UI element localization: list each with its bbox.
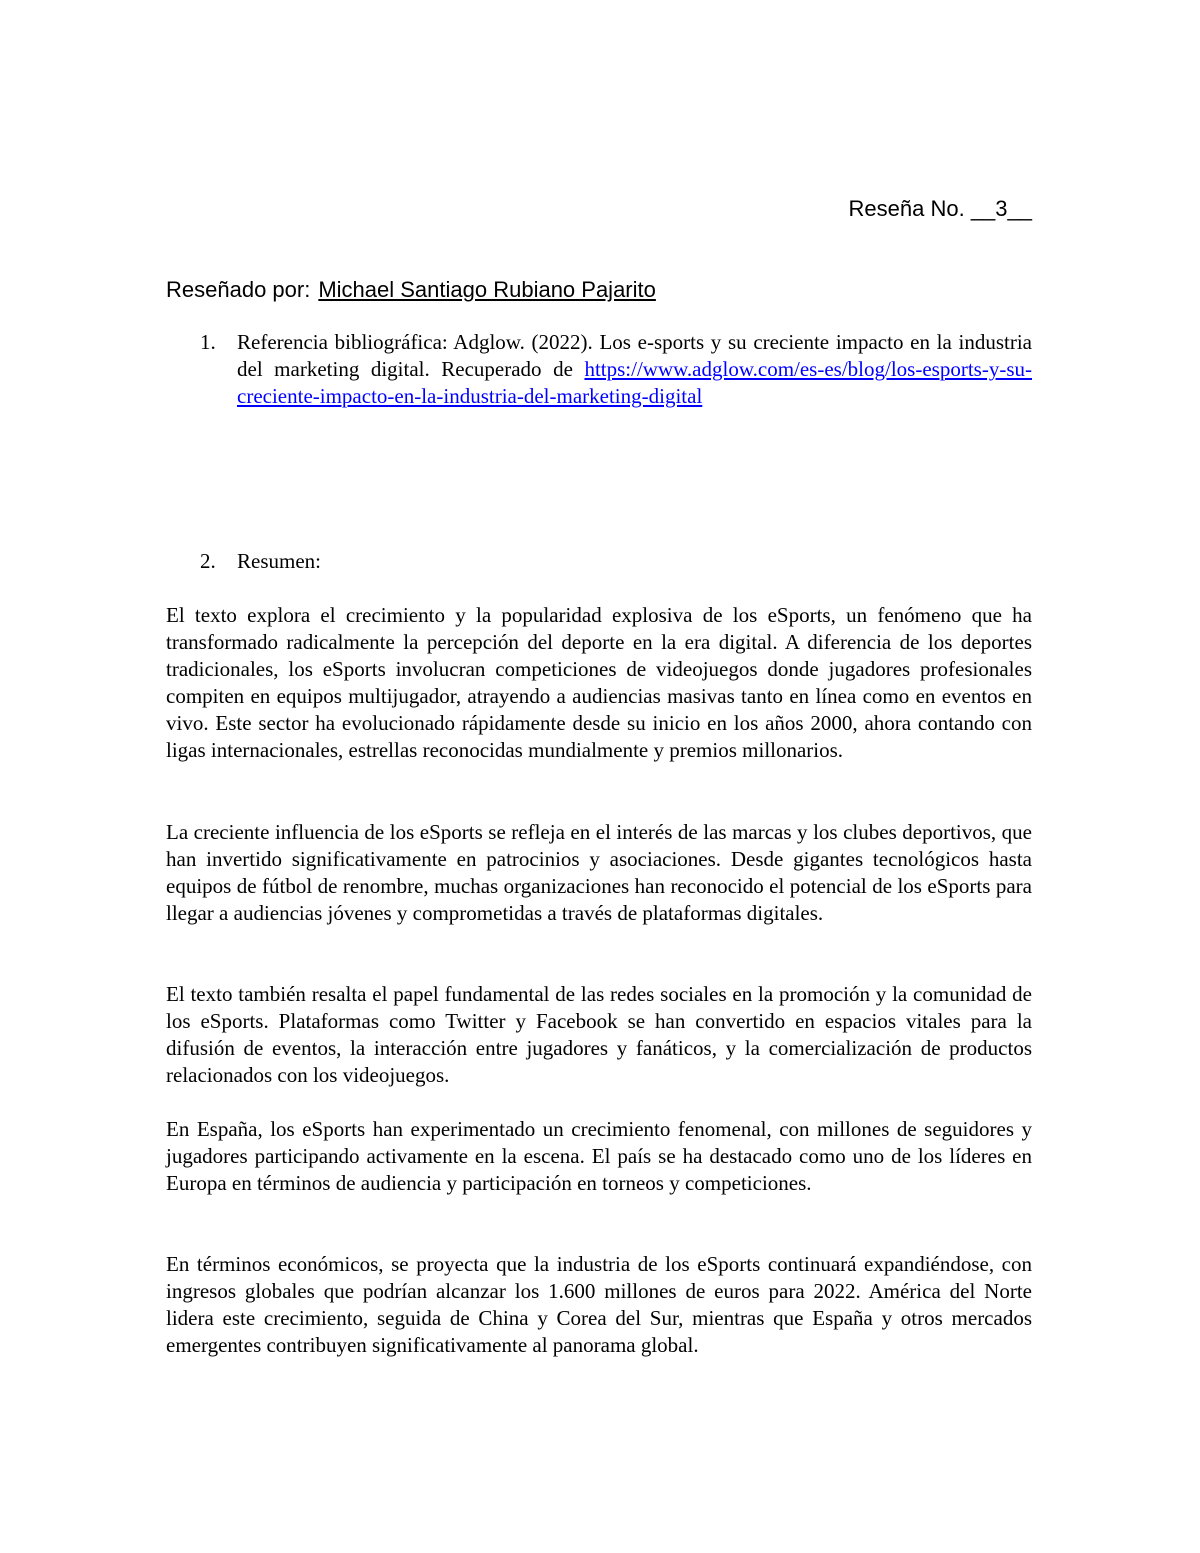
review-number: Reseña No. __3__ — [848, 196, 1032, 221]
reviewer-label: Reseñado por: — [166, 277, 311, 302]
summary-paragraph: En España, los eSports han experimentado un crecimiento fenomenal, con millones de seguidores y jugadores participando activamente en la escena. El país se ha destacado como uno de los líderes en Europa en términos de audiencia y participación en torneos y competiciones. — [166, 1117, 1032, 1195]
summary-paragraph: En términos económicos, se proyecta que la industria de los eSports continuará expandiéndose, con ingresos globales que podrían alcanzar los 1.600 millones de euros para 2022. América del Norte lidera este crecimiento, seguida de China y Corea del Sur, mientras que España y otros mercados emergentes contribuyen significativamente al panorama global. — [166, 1252, 1032, 1357]
list-item-summary — [166, 548, 1032, 575]
list-number: 1. — [200, 330, 216, 354]
list-item-reference — [166, 329, 1032, 410]
reference-text: Referencia bibliográfica: Adglow. (2022). Los e-sports y su creciente impacto en la industria del marketing digital. Recuperado de — [237, 330, 1032, 381]
summary-heading: Resumen: — [237, 549, 321, 573]
summary-paragraph: La creciente influencia de los eSports se refleja en el interés de las marcas y los clubes deportivos, que han invertido significativamente en patrocinios y asociaciones. Desde gigantes tecnológicos hasta equipos de fútbol de renombre, muchas organizaciones han reconocido el potencial de los eSports para llegar a audiencias jóvenes y comprometidas a través de plataformas digitales. — [166, 820, 1032, 925]
summary-paragraph: El texto también resalta el papel fundamental de las redes sociales en la promoción y la comunidad de los eSports. Plataformas como Twitter y Facebook se han convertido en espacios vitales para la difusión de eventos, la interacción entre jugadores y fanáticos, y la comercialización de productos relacionados con los videojuegos. — [166, 982, 1032, 1087]
summary-paragraph: El texto explora el crecimiento y la popularidad explosiva de los eSports, un fenómeno que ha transformado radicalmente la percepción del deporte en la era digital. A diferencia de los deportes tradicionales, los eSports involucran competiciones de videojuegos donde jugadores profesionales compiten en equipos multijugador, atrayendo a audiencias masivas tanto en línea como en eventos en vivo. Este sector ha evolucionado rápidamente desde su inicio en los años 2000, ahora contando con ligas internacionales, estrellas reconocidas mundialmente y premios millonarios. — [166, 603, 1032, 762]
reviewer-line — [166, 275, 656, 305]
reviewer-name: Michael Santiago Rubiano Pajarito — [318, 277, 656, 302]
reference-link[interactable]: https://www.adglow.com/es-es/blog/los-esports-y-su-creciente-impacto-en-la-industria-del-marketing-digital — [237, 357, 1032, 408]
list-number: 2. — [200, 549, 216, 573]
reference-content — [237, 329, 1032, 410]
